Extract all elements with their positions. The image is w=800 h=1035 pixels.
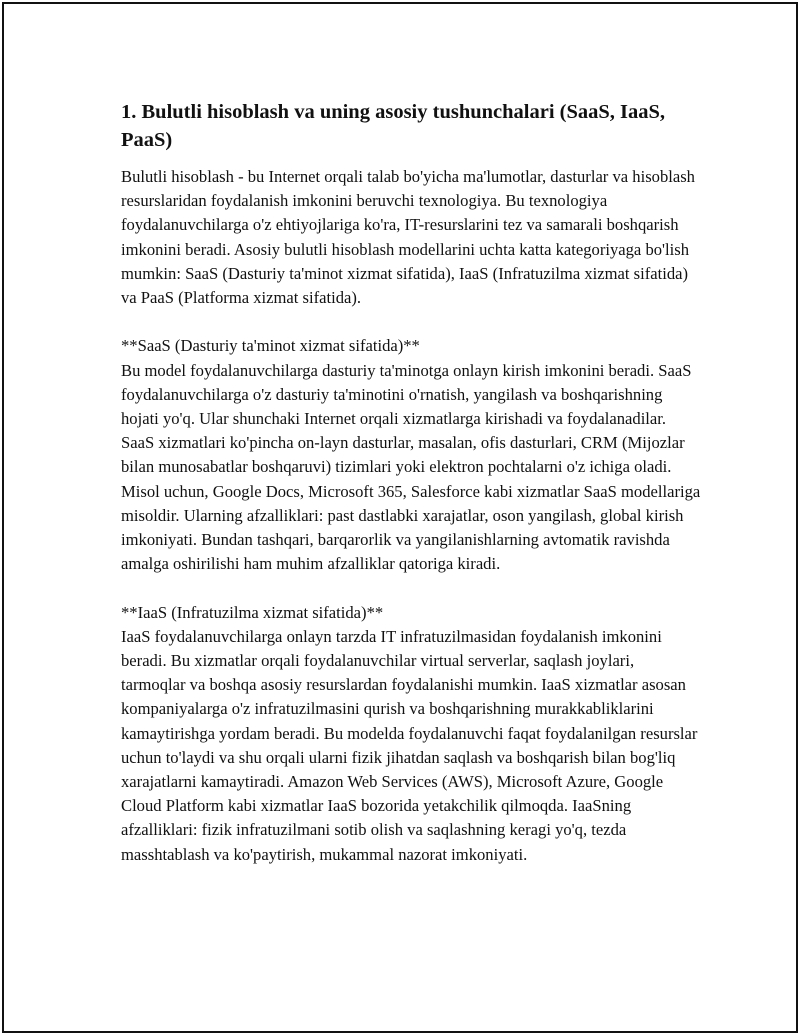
document-body — [121, 98, 701, 867]
iaas-heading: **IaaS (Infratuzilma xizmat sifatida)** — [121, 602, 384, 622]
paragraph-gap — [121, 576, 701, 600]
page-frame — [2, 2, 798, 1033]
paragraph-gap — [121, 310, 701, 334]
saas-paragraph: Bu model foydalanuvchilarga dasturiy ta'minotga onlayn kirish imkonini beradi. SaaS foydalanuvchilarga o'z dasturiy ta'minotini o'rnatish, yangilash va boshqarishning hojati yo'q. Ular shunchaki Internet orqali xizmatlarga kirishadi va foydalanadilar. SaaS xizmatlari ko'pincha on-layn dasturlar, masalan, ofis dasturlari, CRM (Mijozlar bilan munosabatlar boshqaruvi) tizimlari yoki elektron pochtalarni o'z ichiga oladi. Misol uchun, Google Docs, Microsoft 365, Salesforce kabi xizmatlar SaaS modellariga misoldir. Ularning afzalliklari: past dastlabki xarajatlar, oson yangilash, global kirish imkoniyati. Bundan tashqari, barqarorlik va yangilanishlarning avtomatik ravishda amalga oshirilishi ham muhim afzalliklar qatoriga kiradi. — [121, 360, 701, 574]
page-title: 1. Bulutli hisoblash va uning asosiy tushunchalari (SaaS, IaaS, PaaS) — [121, 101, 666, 151]
saas-heading: **SaaS (Dasturiy ta'minot xizmat sifatida)** — [121, 336, 420, 356]
iaas-paragraph: IaaS foydalanuvchilarga onlayn tarzda IT infratuzilmasidan foydalanish imkonini beradi. Bu xizmatlar orqali foydalanuvchilar virtual serverlar, saqlash joylari, tarmoqlar va boshqa asosiy resurslardan foydalanishi mumkin. IaaS xizmatlar asosan kompaniyalarga o'z infratuzilmasini qurish va boshqarishning murakkabliklarini kamaytirishga yordam beradi. Bu modelda foydalanuvchi faqat foydalanilgan resurslar uchun to'laydi va shu orqali ularni fizik jihatdan saqlash va boshqarish bilan bog'liq xarajatlarni kamaytiradi. Amazon Web Services (AWS), Microsoft Azure, Google Cloud Platform kabi xizmatlar IaaS bozorida yetakchilik qilmoqda. IaaSning afzalliklari: fizik infratuzilmani sotib olish va saqlashning keragi yo'q, tezda masshtablash va ko'paytirish, mukammal nazorat imkoniyati. — [121, 626, 698, 864]
intro-paragraph: Bulutli hisoblash - bu Internet orqali talab bo'yicha ma'lumotlar, dasturlar va hisoblash resurslaridan foydalanish imkonini beruvchi texnologiya. Bu texnologiya foydalanuvchilarga o'z ehtiyojlariga ko'ra, IT-resurslarini tez va samarali boshqarish imkonini beradi. Asosiy bulutli hisoblash modellarini uchta katta kategoriyaga bo'lish mumkin: SaaS (Dasturiy ta'minot xizmat sifatida), IaaS (Infratuzilma xizmat sifatida) va PaaS (Platforma xizmat sifatida). — [121, 167, 695, 308]
